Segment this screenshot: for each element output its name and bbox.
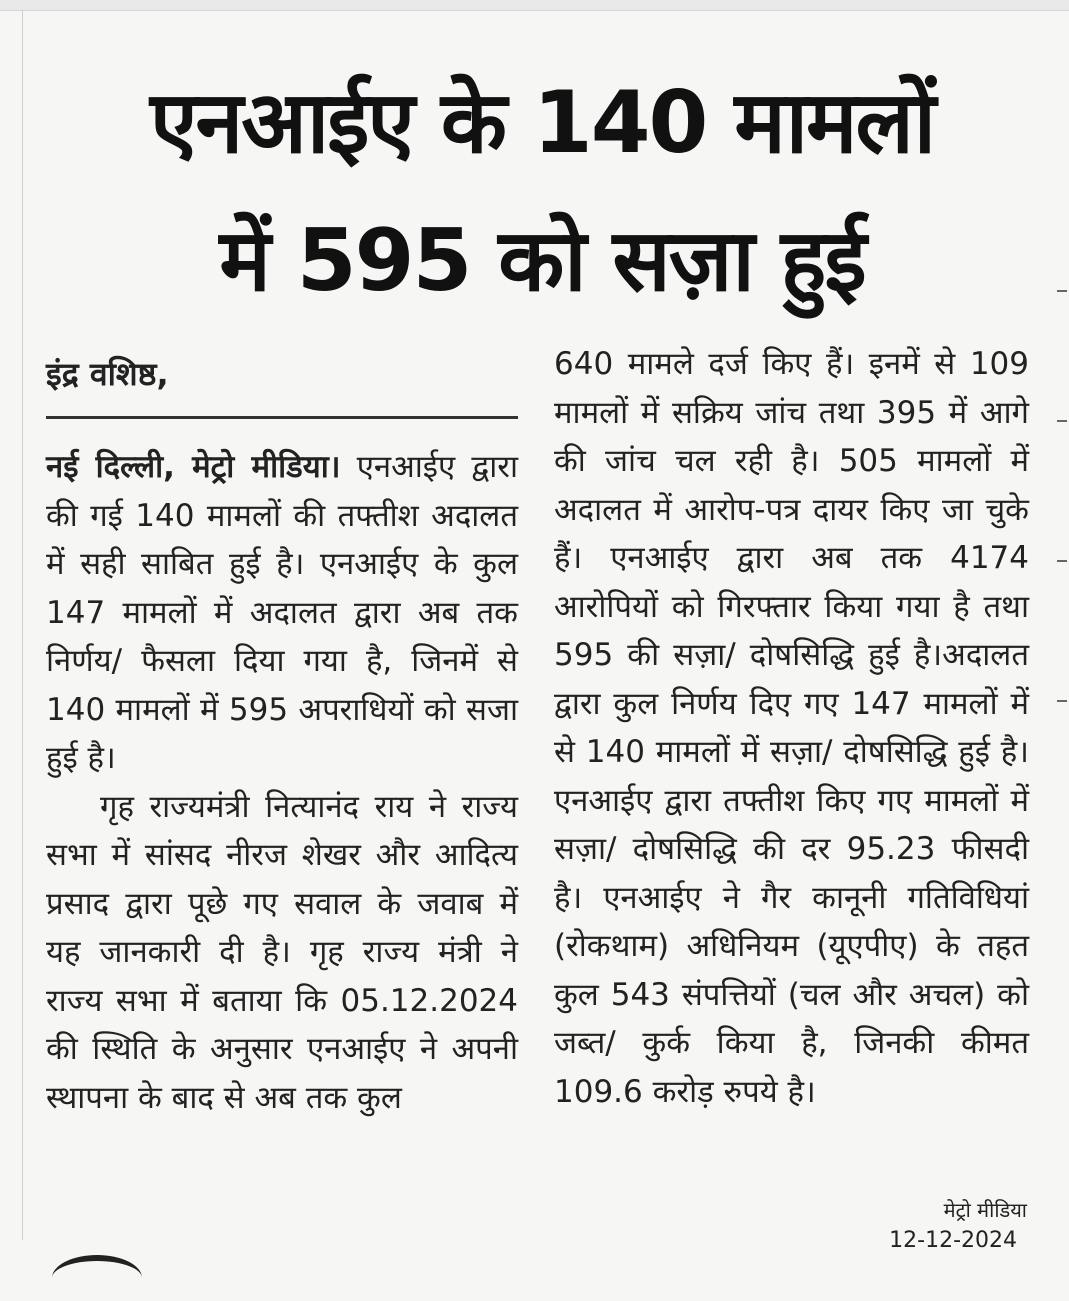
article-column-right <box>554 340 1029 1116</box>
bottom-graphic-fragment <box>52 1255 142 1301</box>
paragraph-2: गृह राज्यमंत्री नित्यानंद राय ने राज्य सभा में सांसद नीरज शेखर और आदित्य प्रसाद द्वारा पूछे गए सवाल के जवाब में यह जानकारी दी है। गृह राज्य मंत्री ने राज्य सभा में बताया कि 05.12.2024 की स्थिति के अनुसार एनआईए ने अपनी स्थापना के बाद से अब तक कुल <box>46 788 518 1116</box>
headline-line-2: में 595 को सज़ा हुई <box>219 211 865 311</box>
paragraph-2-continued: 640 मामले दर्ज किए हैं। इनमें से 109 मामलों में सक्रिय जांच तथा 395 में आगे की जांच चल रही है। 505 मामलों में अदालत में आरोप-पत्र दायर किए जा चुके हैं। एनआईए द्वारा अब तक 4174 आरोपियों को गिरफ्तार किया गया है तथा 595 की सज़ा/ दोषसिद्धि हुई है।अदालत द्वारा कुल निर्णय दिए गए 147 मामलों में से 140 मामलों में सज़ा/ दोषसिद्धि हुई है। एनआईए द्वारा तफ्तीश किए गए मामलों में सज़ा/ दोषसिद्धि की दर 95.23 फीसदी है। एनआईए ने गैर कानूनी गतिविधियां (रोकथाम) अधिनियम (यूएपीए) के तहत कुल 543 संपत्तियों (चल और अचल) को जब्त/ कुर्क किया है, जिनकी कीमत 109.6 करोड़ रुपये है। <box>554 346 1029 1110</box>
headline-line-1: एनआईए के 140 मामलों <box>149 73 935 173</box>
paragraph-1-text: एनआईए द्वारा की गई 140 मामलों की तफ्तीश अदालत में सही साबित हुई है। एनआईए के कुल 147 मामलों में अदालत द्वारा अब तक निर्णय/ फैसला दिया गया है, जिनमें से 140 मामलों में 595 अपराधियों को सजा हुई है। <box>46 449 518 776</box>
source-credit: मेट्रो मीडिया <box>943 1198 1027 1222</box>
edge-mark <box>1057 420 1067 422</box>
edge-mark <box>1057 290 1067 292</box>
dateline: नई दिल्ली, मेट्रो मीडिया। <box>46 449 341 485</box>
top-edge <box>0 0 1069 11</box>
newspaper-clipping <box>42 42 1042 1242</box>
page-fold-line <box>22 10 23 1240</box>
paragraph-1 <box>46 443 518 783</box>
edge-mark <box>1057 700 1067 702</box>
article-column-left <box>46 340 518 1122</box>
byline-rule <box>46 416 518 419</box>
headline <box>42 54 1042 330</box>
edge-mark <box>1057 560 1067 562</box>
publish-date: 12-12-2024 <box>889 1228 1017 1253</box>
byline: इंद्र वशिष्ठ, <box>46 355 169 393</box>
